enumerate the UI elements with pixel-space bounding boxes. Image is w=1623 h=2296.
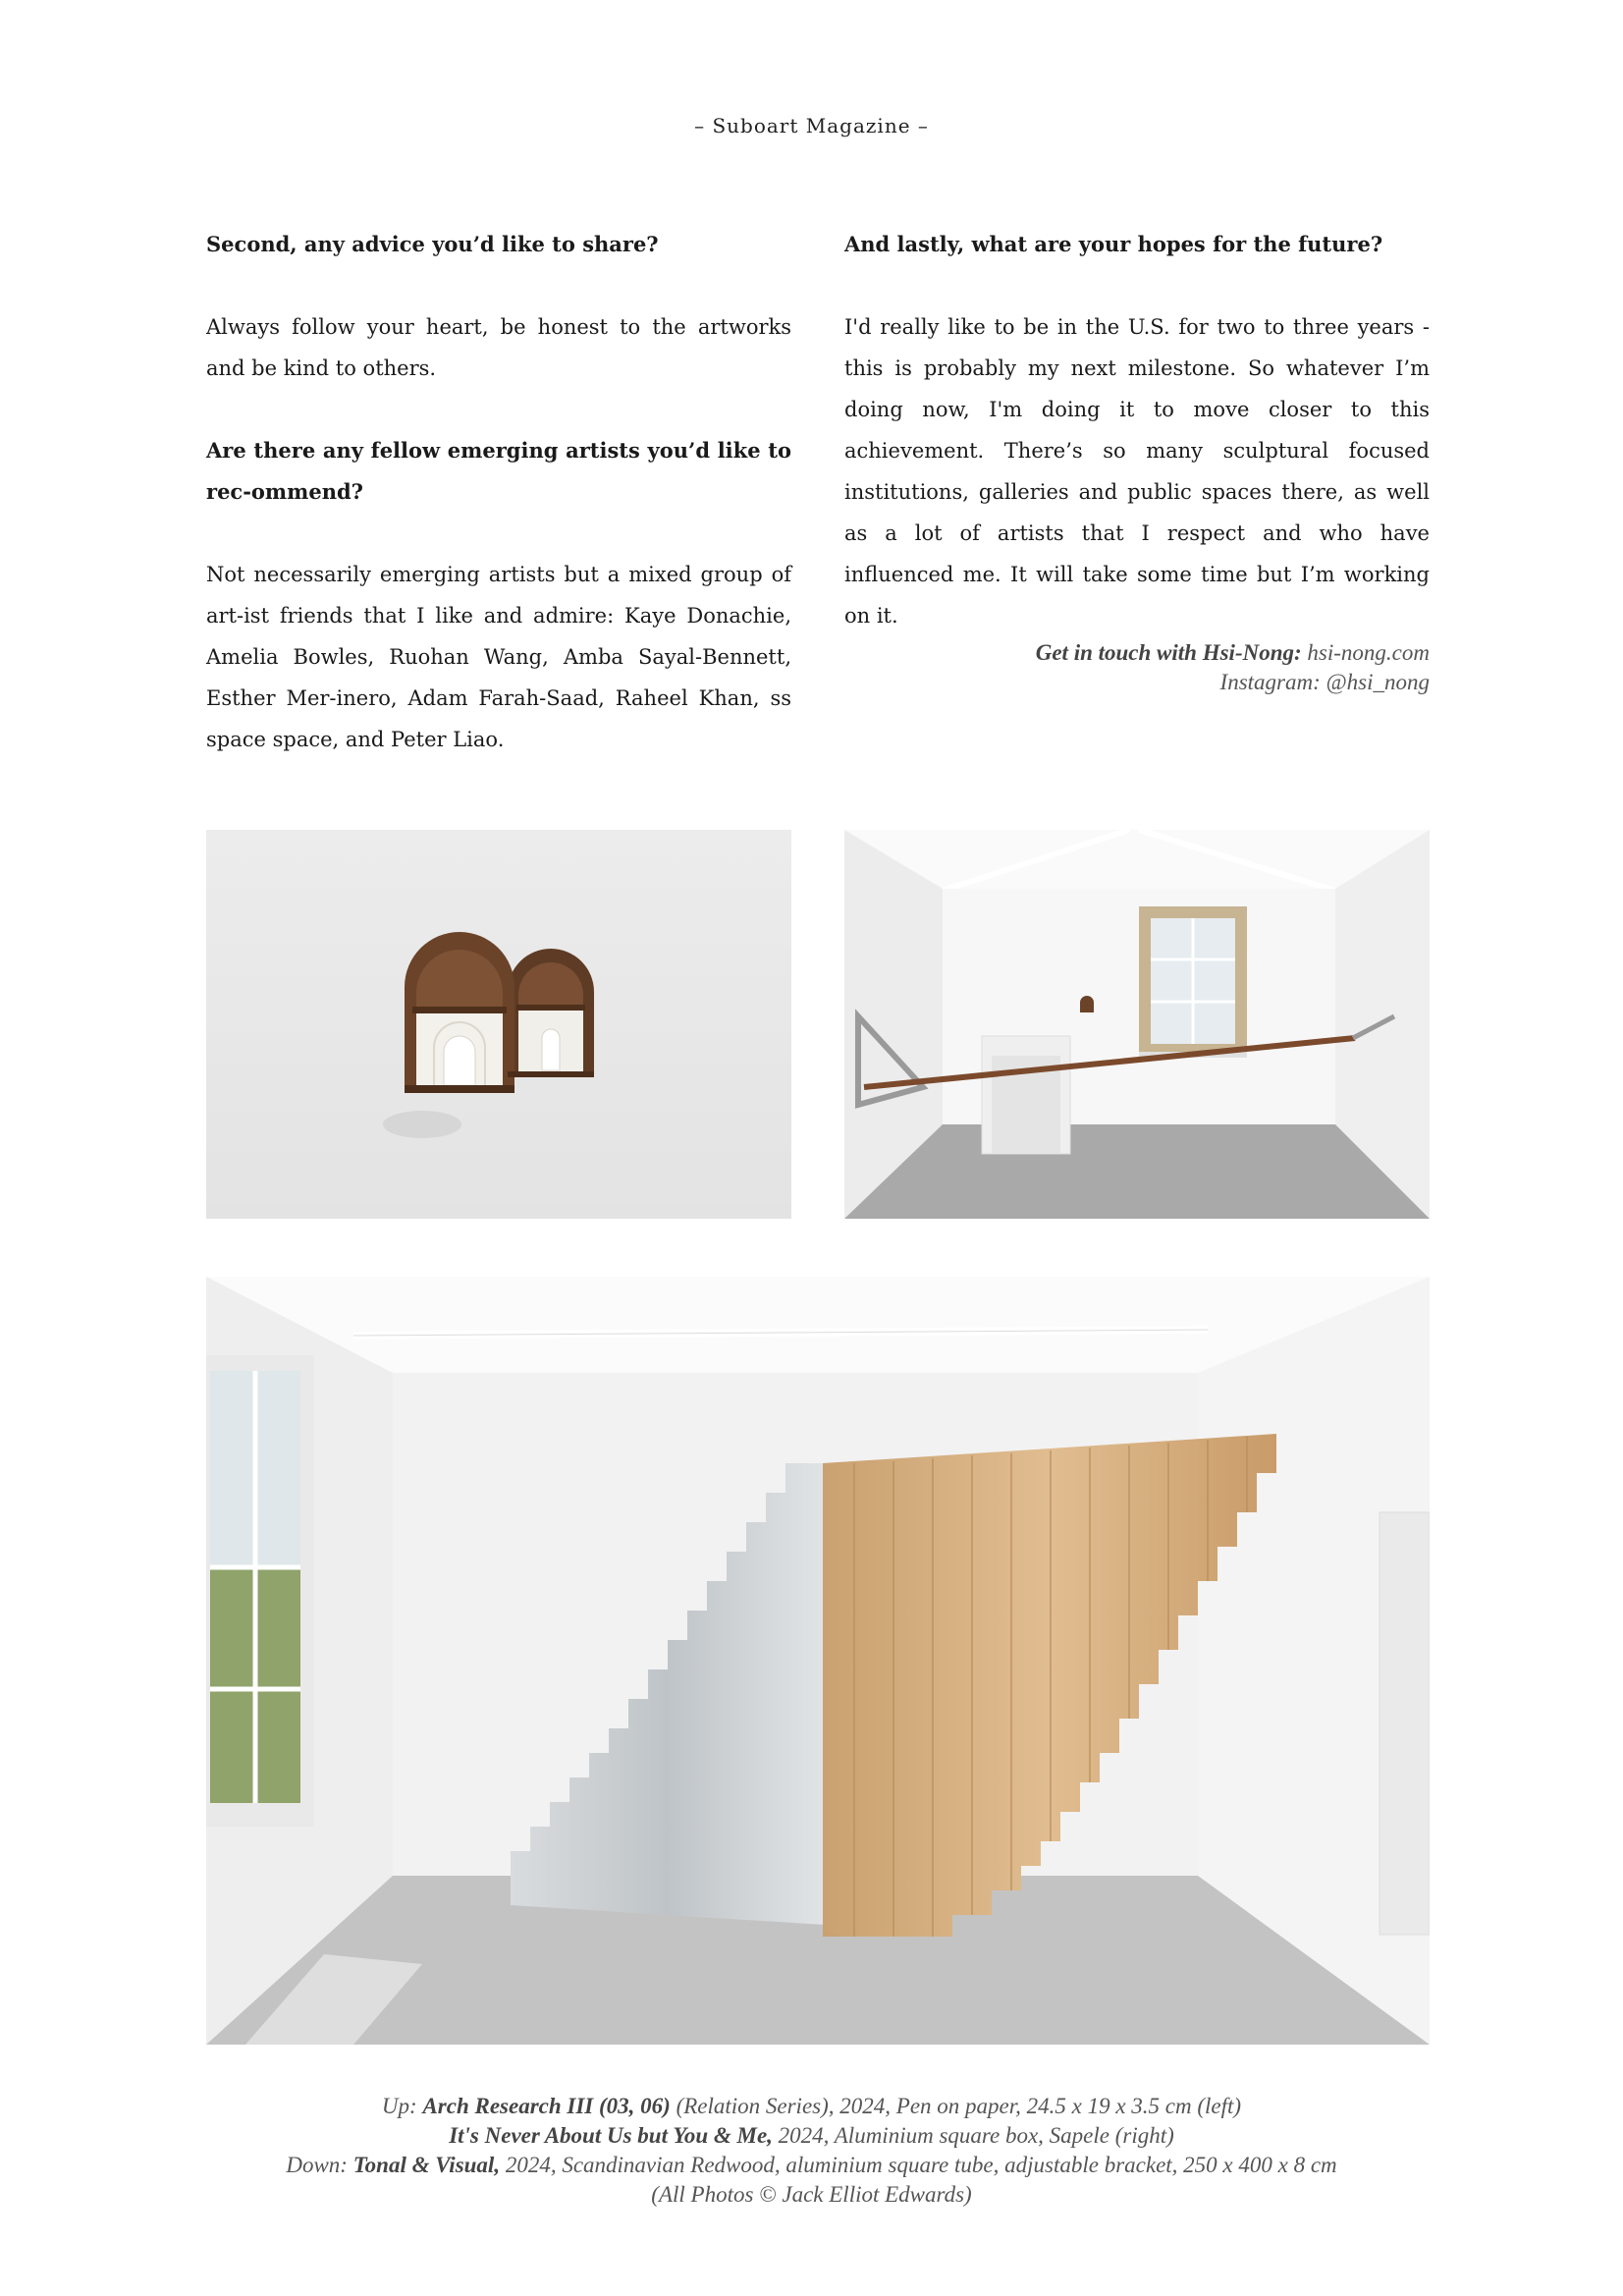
contact-block — [844, 638, 1430, 697]
arch-research-photo — [206, 830, 791, 1219]
photo-caption — [0, 2092, 1623, 2210]
answer-recommend: Not necessarily emerging artists but a mixed group of art-ist friends that I like and admire: Kaye Donachie, Amelia Bowles, Ruohan Wang, Amba Sayal-Bennett, Esther Mer-inero, Adam Farah-Saad, Raheel Khan, ss space space, and Peter Liao. — [206, 563, 791, 751]
left-column — [206, 224, 791, 801]
contact-website-link[interactable]: hsi-nong.com — [1307, 640, 1430, 665]
caption-down-prefix: Down: — [286, 2153, 348, 2177]
question-recommend: Are there any fellow emerging artists you’d like to rec-ommend? — [206, 438, 791, 504]
question-future: And lastly, what are your hopes for the future? — [844, 232, 1383, 256]
caption-work1-details: (Relation Series), 2024, Pen on paper, 24.5 x 19 x 3.5 cm (left) — [676, 2094, 1242, 2118]
question-advice: Second, any advice you’d like to share? — [206, 232, 659, 256]
answer-advice: Always follow your heart, be honest to the artworks and be kind to others. — [206, 315, 791, 380]
magazine-header: – Suboart Magazine – — [694, 114, 929, 137]
caption-work2-title: It's Never About Us but You & Me, — [449, 2123, 773, 2148]
contact-label: Get in touch with Hsi-Nong: — [1035, 640, 1302, 665]
caption-work3-title: Tonal & Visual, — [352, 2153, 501, 2177]
gallery-room-photo — [844, 830, 1430, 1219]
tonal-and-visual-photo — [206, 1277, 1430, 2045]
right-column — [844, 224, 1430, 678]
caption-work2-details: 2024, Aluminium square box, Sapele (right) — [778, 2123, 1174, 2148]
caption-work3-details: 2024, Scandinavian Redwood, aluminium square tube, adjustable bracket, 250 x 400 x 8 cm — [505, 2153, 1337, 2177]
answer-future: I'd really like to be in the U.S. for two to three years - this is probably my next milestone. So whatever I’m doing now, I'm doing it to move closer to this achievement. There’s so many sculptural focused institutions, galleries and public spaces there, as well as a lot of artists that I respect and who have influenced me. It will take some time but I’m working on it. — [844, 315, 1430, 628]
caption-up-prefix: Up: — [381, 2094, 417, 2118]
caption-credits: (All Photos © Jack Elliot Edwards) — [651, 2182, 972, 2207]
caption-work1-title: Arch Research III (03, 06) — [422, 2094, 671, 2118]
contact-instagram: Instagram: @hsi_nong — [1219, 670, 1430, 694]
